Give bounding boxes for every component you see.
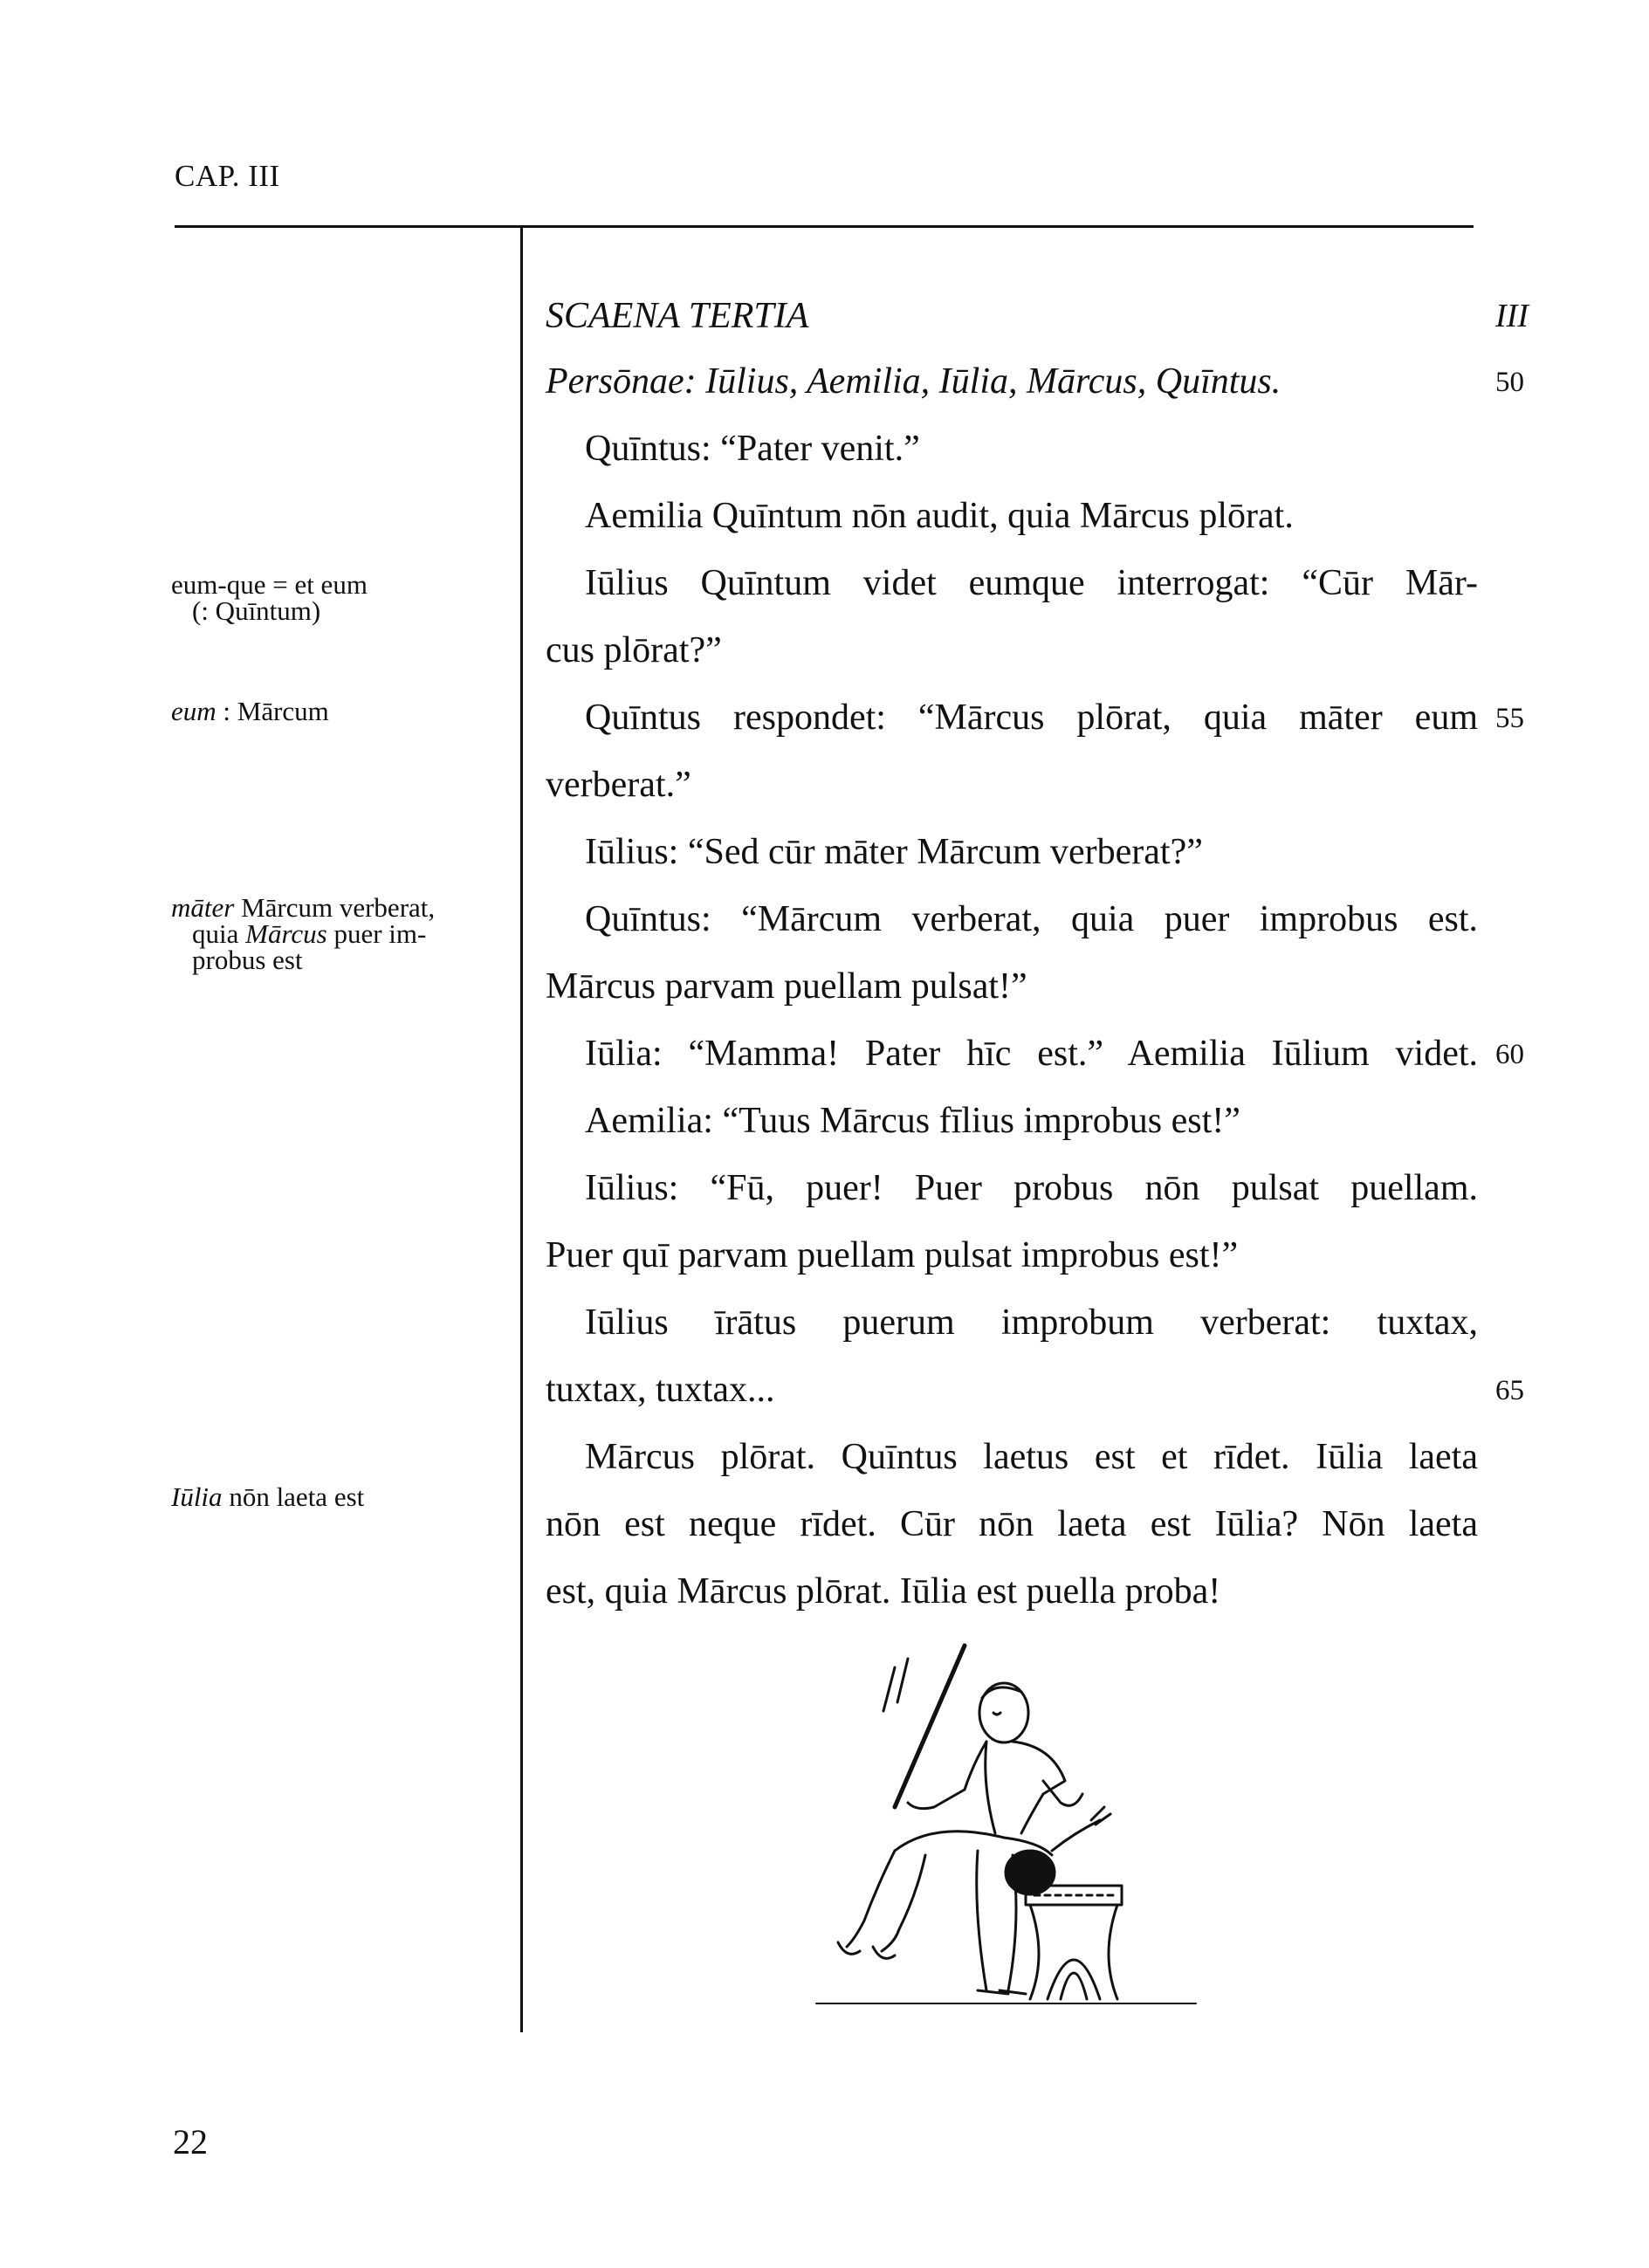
margin-note-iulia-gloss: nōn laeta est — [222, 1481, 365, 1512]
margin-note-mater-word: māter — [171, 892, 235, 923]
text-line: Iūlius: “Fū, puer! Puer probus nōn pulsat puellam. — [585, 1168, 1478, 1208]
margin-note-eum — [171, 698, 477, 725]
margin-note-mater — [171, 892, 477, 975]
text-line: cus plōrat?” — [546, 630, 722, 670]
margin-note-eumque — [171, 569, 477, 626]
margin-note-eum-word: eum — [171, 696, 216, 726]
text-line: Iūlius: “Sed cūr māter Mārcum verberat?” — [585, 832, 1203, 872]
margin-note-mater-gloss: Mārcum verberat, — [234, 892, 436, 923]
margin-note-iulia-word: Iūlia — [171, 1481, 223, 1512]
motion-mark — [897, 1659, 908, 1702]
father-feet — [978, 1990, 1026, 1994]
line-number-65: 65 — [1495, 1375, 1524, 1406]
line-number-55: 55 — [1495, 703, 1524, 734]
father-eye — [993, 1713, 1000, 1715]
boy-feet — [838, 1942, 895, 1958]
father-back — [986, 1742, 995, 1833]
text-line: Mārcus plōrat. Quīntus laetus est et rīdet. Iūlia laeta — [585, 1437, 1478, 1477]
motion-mark — [883, 1667, 895, 1711]
top-rule — [175, 225, 1474, 228]
text-line: tuxtax, tuxtax... — [546, 1370, 775, 1410]
margin-note-mater-line2b: puer im- — [326, 918, 427, 949]
scene-title: SCAENA TERTIA — [546, 296, 809, 336]
margin-note-iulia — [171, 1481, 477, 1512]
text-line: Iūlius īrātus puerum improbum verberat: tuxtax, — [585, 1302, 1478, 1343]
margin-note-eum-gloss: : Mārcum — [216, 696, 329, 726]
scene-personae: Persōnae: Iūlius, Aemilia, Iūlia, Mārcus, Quīntus. — [546, 361, 1281, 402]
text-line: verberat.” — [546, 765, 691, 805]
text-line: Iūlius Quīntum videt eumque interrogat: “Cūr Mār- — [585, 563, 1478, 603]
text-line: Puer quī parvam puellam pulsat improbus est!” — [546, 1235, 1239, 1275]
spanking-illustration — [812, 1632, 1205, 2043]
stool-arch — [1061, 1973, 1087, 1999]
text-line: Aemilia Quīntum nōn audit, quia Mārcus plōrat. — [585, 496, 1294, 536]
page-number: 22 — [173, 2122, 208, 2161]
father-torso — [1013, 1742, 1065, 1833]
text-line: nōn est neque rīdet. Cūr nōn laeta est Iūlia? Nōn laeta — [546, 1504, 1478, 1544]
stool-leg — [1109, 1905, 1117, 1999]
boy-arm — [1052, 1820, 1100, 1851]
margin-note-mater-line2a: quia — [192, 918, 246, 949]
stool-arch — [1048, 1960, 1100, 1999]
text-line: Quīntus: “Pater venit.” — [585, 429, 920, 469]
text-line: Iūlia: “Mamma! Pater hīc est.” Aemilia Iūlium videt. — [585, 1034, 1478, 1074]
margin-note-mater-line3: probus est — [192, 945, 303, 975]
father-sleeve — [1043, 1781, 1082, 1805]
boy-leg-left — [847, 1851, 895, 1947]
margin-note-eumque-line1: eum-que = et eum — [171, 569, 368, 600]
text-line: Quīntus respondet: “Mārcus plōrat, quia māter eum — [585, 698, 1478, 738]
scene-number: III — [1495, 298, 1529, 334]
text-line: est, quia Mārcus plōrat. Iūlia est puella proba! — [546, 1571, 1221, 1612]
father-leg-left — [977, 1851, 986, 1990]
stool-leg — [1030, 1905, 1039, 1999]
chapter-header: CAP. III — [175, 159, 280, 193]
line-number-60: 60 — [1495, 1039, 1524, 1070]
text-line: Mārcus parvam puellam pulsat!” — [546, 966, 1027, 1007]
margin-note-mater-line2-word: Mārcus — [245, 918, 327, 949]
text-line: Aemilia: “Tuus Mārcus fīlius improbus est!” — [585, 1101, 1240, 1141]
column-divider — [520, 225, 523, 2032]
margin-note-eumque-line2: (: Quīntum) — [192, 595, 321, 626]
text-line: Quīntus: “Mārcum verberat, quia puer improbus est. — [585, 899, 1478, 939]
line-number-50: 50 — [1495, 367, 1524, 398]
boy-leg-right — [882, 1855, 925, 1951]
